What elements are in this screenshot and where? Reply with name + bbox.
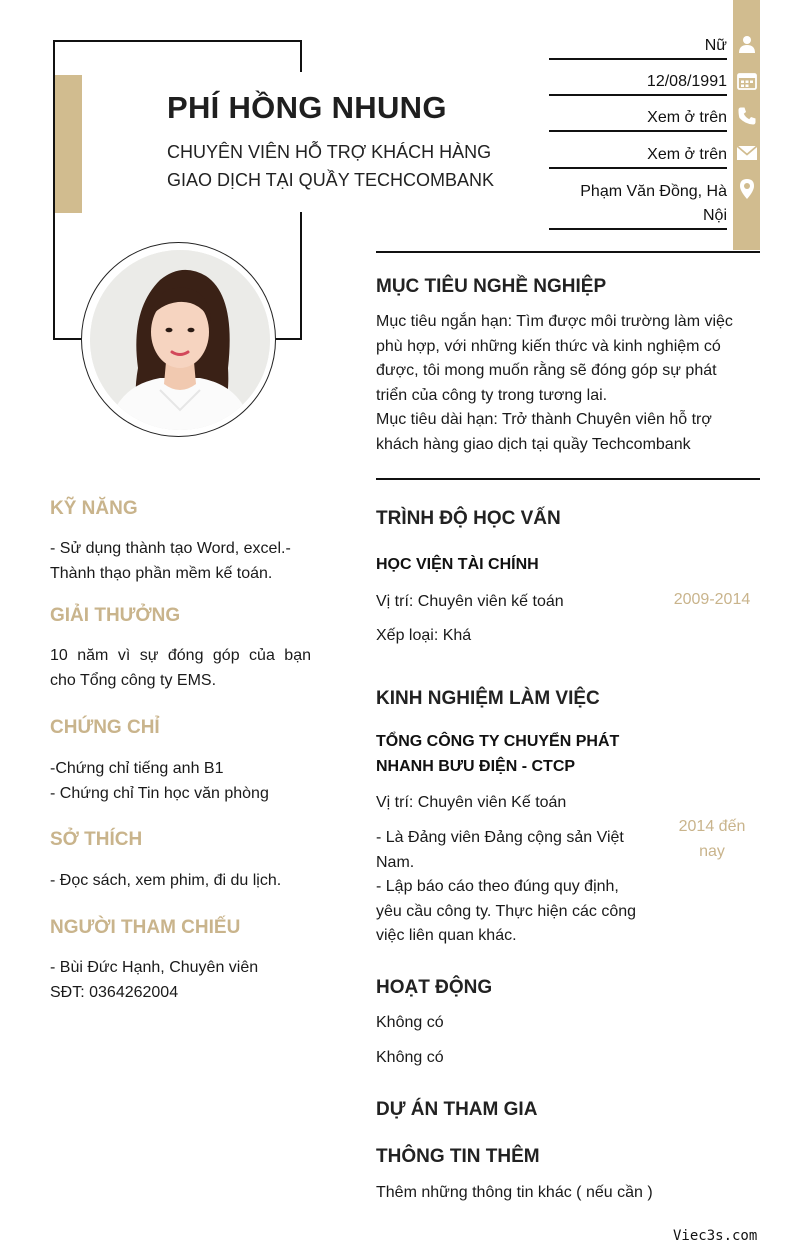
skills-line: Thành thạo phần mềm kế toán. [50, 564, 273, 582]
company-line-2: NHANH BƯU ĐIỆN - CTCP [376, 758, 576, 775]
hobbies-text: - Đọc sách, xem phim, đi du lịch. [50, 872, 282, 889]
user-icon [733, 31, 760, 57]
certificate-line: -Chứng chỉ tiếng anh B1 [50, 760, 224, 777]
address-line-1: Phạm Văn Đồng, Hà [580, 183, 727, 200]
education-position: Vị trí: Chuyên viên kế toán [376, 593, 564, 610]
activity-item: Không có [376, 1049, 444, 1066]
objective-text [376, 310, 733, 458]
job-title [167, 138, 507, 194]
certificates-text [50, 757, 311, 806]
experience-line: - Là Đảng viên Đảng cộng sản Việt [376, 829, 624, 846]
contact-birthday: 12/08/1991 [549, 70, 727, 96]
phone-icon [733, 103, 760, 129]
awards-heading: GIẢI THƯỞNG [50, 605, 181, 626]
objective-line: được, tôi mong muốn rằng sẽ đóng góp sự phát [376, 362, 717, 380]
certificates-heading: CHỨNG CHỈ [50, 717, 160, 738]
divider [376, 478, 760, 480]
divider [376, 251, 760, 253]
avatar [90, 250, 270, 430]
candidate-name: PHÍ HỒNG NHUNG [167, 90, 447, 125]
watermark: Viec3s.com [673, 1228, 758, 1244]
skills-text [50, 537, 311, 586]
experience-position: Vị trí: Chuyên viên Kế toán [376, 794, 567, 811]
objective-line: triển của công ty trong tương lai. [376, 386, 608, 404]
objective-line: Mục tiêu dài hạn: Trở thành Chuyên viên hỗ trợ [376, 411, 712, 429]
portrait-illustration [90, 250, 270, 430]
experience-date [662, 814, 762, 864]
experience-heading: KINH NGHIỆM LÀM VIỆC [376, 688, 600, 709]
experience-line: - Lập báo cáo theo đúng quy định, [376, 878, 619, 896]
company-line-1: TỔNG CÔNG TY CHUYỂN PHÁT [376, 733, 620, 750]
experience-line: yêu cầu công ty. Thực hiện các công [376, 902, 637, 920]
awards-text [50, 644, 311, 693]
reference-line: SĐT: 0364262004 [50, 983, 179, 1001]
awards-line: cho Tổng công ty EMS. [50, 671, 217, 689]
extra-info-text: Thêm những thông tin khác ( nếu cần ) [376, 1184, 653, 1201]
calendar-icon [733, 68, 760, 94]
projects-heading: DỰ ÁN THAM GIA [376, 1099, 538, 1120]
activity-item: Không có [376, 1014, 444, 1031]
accent-bar [55, 75, 82, 213]
objective-line: Mục tiêu ngắn hạn: Tìm được môi trường làm việc [376, 313, 733, 330]
experience-company [376, 729, 619, 779]
certificate-line: - Chứng chỉ Tin học văn phòng [50, 784, 269, 802]
contact-email: Xem ở trên [549, 143, 727, 169]
experience-date-line-2: nay [699, 843, 725, 860]
references-text [50, 956, 311, 1005]
education-school: HỌC VIỆN TÀI CHÍNH [376, 556, 539, 573]
contact-address [549, 180, 727, 230]
reference-line: - Bùi Đức Hạnh, Chuyên viên [50, 959, 259, 976]
activities-heading: HOẠT ĐỘNG [376, 977, 493, 998]
mail-icon [733, 140, 760, 166]
experience-line: việc liên quan khác. [376, 927, 517, 945]
awards-line: 10 năm vì sự đóng góp của bạn [50, 647, 311, 664]
objective-line: phù hợp, với những kiến thức và kinh nghiệm có [376, 337, 721, 355]
education-grade: Xếp loại: Khá [376, 627, 472, 644]
job-title-line-2: GIAO DỊCH TẠI QUẦY TECHCOMBANK [167, 170, 495, 190]
education-date: 2009-2014 [673, 591, 751, 608]
contact-gender: Nữ [549, 34, 727, 60]
objective-heading: MỤC TIÊU NGHỀ NGHIỆP [376, 276, 607, 297]
skills-line: - Sử dụng thành tạo Word, excel.- [50, 540, 291, 557]
experience-date-line-1: 2014 đến [678, 818, 746, 835]
objective-line: khách hàng giao dịch tại quầy Techcombank [376, 435, 691, 453]
references-heading: NGƯỜI THAM CHIẾU [50, 917, 241, 938]
education-heading: TRÌNH ĐỘ HỌC VẤN [376, 508, 561, 529]
extra-info-heading: THÔNG TIN THÊM [376, 1146, 540, 1167]
skills-heading: KỸ NĂNG [50, 498, 138, 519]
experience-details [376, 826, 636, 949]
hobbies-heading: SỞ THÍCH [50, 829, 143, 850]
address-line-2: Nội [702, 207, 727, 224]
contact-phone: Xem ở trên [549, 106, 727, 132]
experience-line: Nam. [376, 853, 415, 871]
location-icon [733, 176, 760, 202]
job-title-line-1: CHUYÊN VIÊN HỖ TRỢ KHÁCH HÀNG [167, 142, 492, 162]
